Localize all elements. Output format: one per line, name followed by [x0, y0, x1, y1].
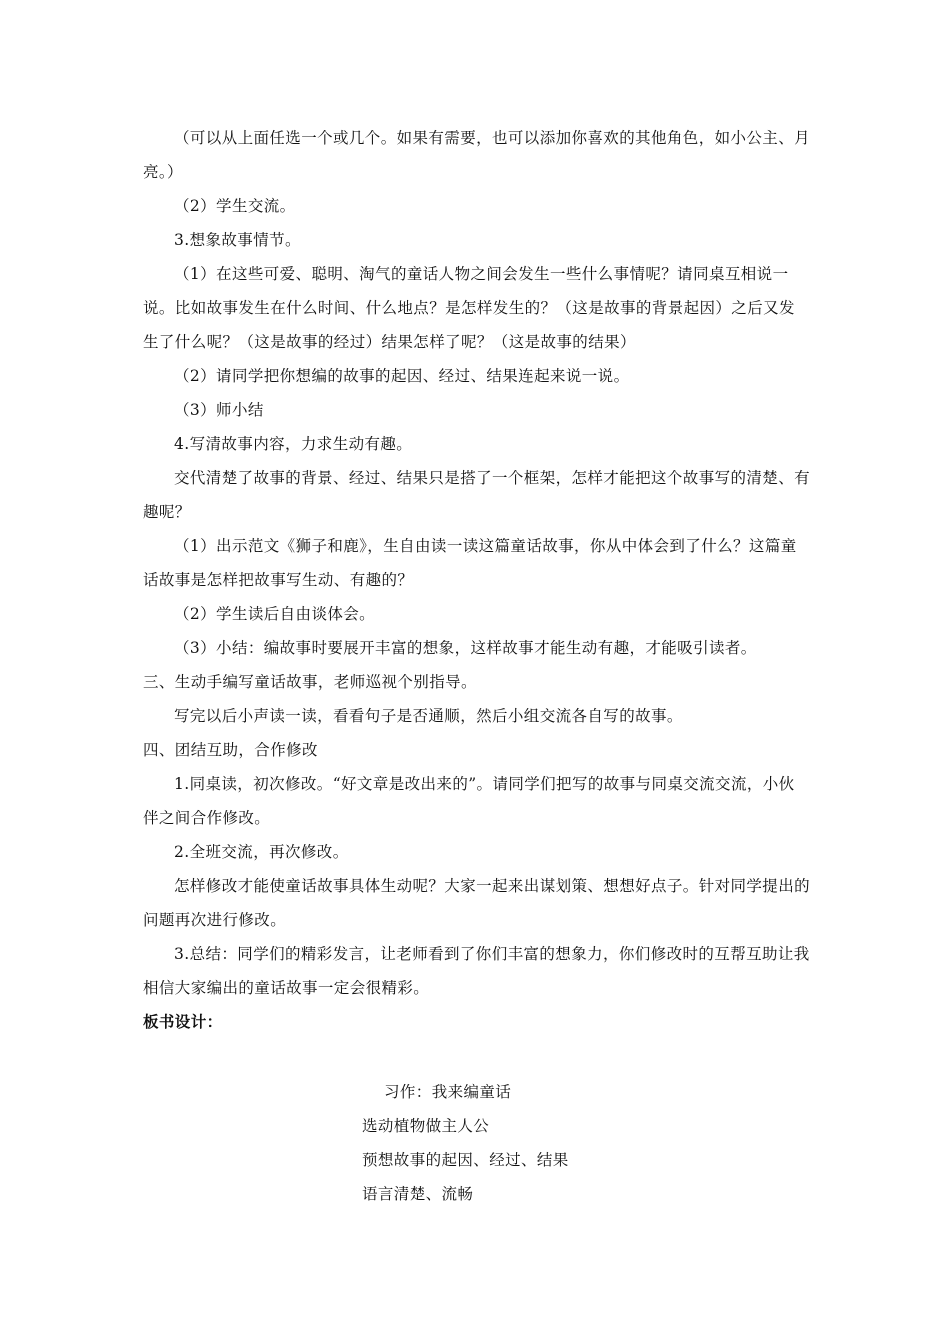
board-line: 预想故事的起因、经过、结果	[362, 1151, 569, 1169]
paragraph-student-reflection: （2）学生读后自由谈体会。	[174, 605, 376, 623]
paragraph-conclusion: 3.总结：同学们的精彩发言，让老师看到了你们丰富的想象力，你们修改时的互帮互助让我相信大家编出的童话故事一定会很精彩。	[143, 945, 810, 997]
paragraph-peer-revision: 1.同桌读，初次修改。“好文章是改出来的”。请同学们把写的故事与同桌交流交流，小伙伴之间合作修改。	[143, 775, 795, 827]
section-3-heading: 三、生动手编写童话故事，老师巡视个别指导。	[143, 673, 477, 691]
board-title: 习作：我来编童话	[384, 1083, 512, 1101]
paragraph-step-4-heading: 4.写清故事内容，力求生动有趣。	[174, 435, 413, 453]
paragraph-role-options: （可以从上面任选一个或几个。如果有需要，也可以添加你喜欢的其他角色，如小公主、月亮。）	[143, 129, 811, 181]
paragraph-step-3-heading: 3.想象故事情节。	[174, 231, 301, 249]
paragraph-connect-story: （2）请同学把你想编的故事的起因、经过、结果连起来说一说。	[174, 367, 630, 385]
board-line: 语言清楚、流畅	[362, 1185, 474, 1203]
paragraph-student-exchange: （2）学生交流。	[174, 197, 296, 215]
paragraph-plot-discussion: （1）在这些可爱、聪明、淘气的童话人物之间会发生一些什么事情呢？请同桌互相说一说。比如故事发生在什么时间、什么地点？是怎样发生的？（这是故事的背景起因）之后又发生了什么呢？（这是故事的经过）结果怎样了呢？（这是故事的结果）	[143, 265, 795, 351]
section-4-heading: 四、团结互助，合作修改	[143, 741, 318, 759]
lesson-body	[143, 121, 810, 1039]
board-line: 选动植物做主人公	[362, 1117, 490, 1135]
paragraph-teacher-summary: （3）师小结	[174, 401, 264, 419]
board-design-heading: 板书设计：	[143, 1012, 223, 1031]
paragraph-framework: 交代清楚了故事的背景、经过、结果只是搭了一个框架，怎样才能把这个故事写的清楚、有趣呢？	[143, 469, 811, 521]
paragraph-revision-ideas: 怎样修改才能使童话故事具体生动呢？大家一起来出谋划策、想想好点子。针对同学提出的问题再次进行修改。	[143, 877, 811, 929]
paragraph-read-aloud: 写完以后小声读一读，看看句子是否通顺，然后小组交流各自写的故事。	[174, 707, 683, 725]
paragraph-class-revision-heading: 2.全班交流，再次修改。	[174, 843, 349, 861]
paragraph-model-text: （1）出示范文《狮子和鹿》，生自由读一读这篇童话故事，你从中体会到了什么？这篇童话故事是怎样把故事写生动、有趣的？	[143, 537, 797, 589]
paragraph-summary: （3）小结：编故事时要展开丰富的想象，这样故事才能生动有趣，才能吸引读者。	[174, 639, 757, 657]
